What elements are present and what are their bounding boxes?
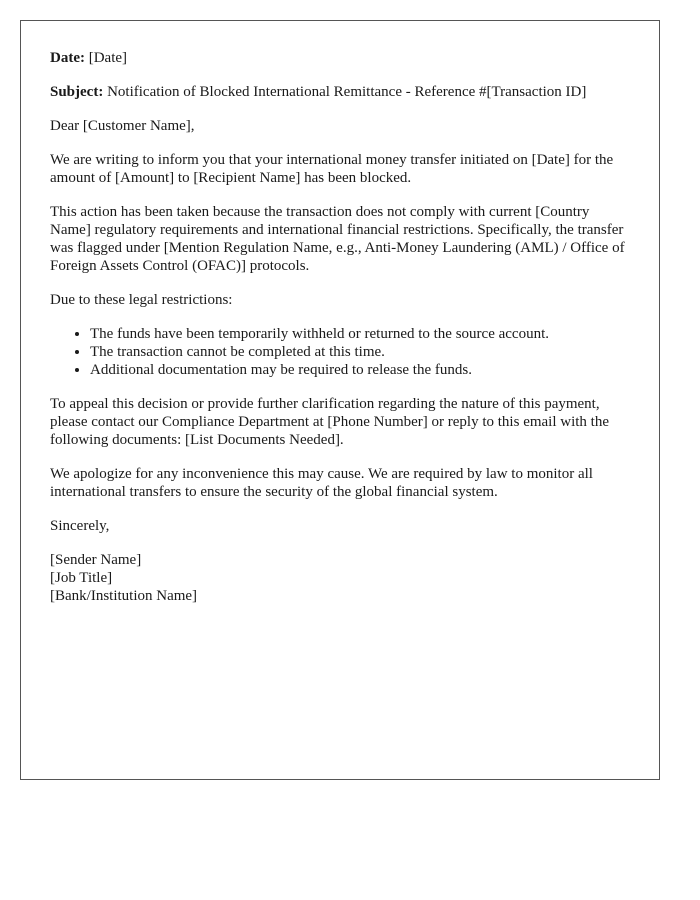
date-value: [Date] xyxy=(88,50,128,66)
restrictions-list xyxy=(50,325,630,379)
apology-paragraph: We apologize for any inconvenience this may cause. We are required by law to monitor all international transfers to ensure the security of the global financial system. xyxy=(50,466,593,500)
date-line xyxy=(50,49,630,67)
appeal-paragraph: To appeal this decision or provide further clarification regarding the nature of this payment, please contact our Compliance Department at [Phone Number] or reply to this email with the following documents: [List Documents Needed]. xyxy=(50,396,609,448)
list-item: • Additional documentation may be required to release the funds. xyxy=(90,361,630,379)
list-item: • The funds have been temporarily withheld or returned to the source account. xyxy=(90,325,630,343)
list-item: • The transaction cannot be completed at this time. xyxy=(90,343,630,361)
intro-paragraph: We are writing to inform you that your international money transfer initiated on [Date] for the amount of [Amount] to [Recipient Name] has been blocked. xyxy=(50,152,614,186)
restrictions-lead: Due to these legal restrictions: xyxy=(50,292,233,308)
subject-value: Notification of Blocked International Remittance - Reference #[Transaction ID] xyxy=(107,84,587,100)
reason-paragraph: This action has been taken because the transaction does not comply with current [Country Name] regulatory requirements and international financial restrictions. Specifically, the transfer was flagged under [Mention Regulation Name, e.g., Anti-Money Laundering (AML) / Office of Foreign Assets Control (OFAC)] protocols. xyxy=(50,204,625,274)
sender-name: [Sender Name] xyxy=(50,552,142,568)
job-title: [Job Title] xyxy=(50,570,113,586)
letter-container xyxy=(20,20,660,780)
subject-label: Subject: xyxy=(50,84,104,100)
salutation: Dear [Customer Name], xyxy=(50,118,195,134)
subject-line xyxy=(50,83,630,101)
institution-name: [Bank/Institution Name] xyxy=(50,588,198,604)
closing: Sincerely, xyxy=(50,518,110,534)
signature-block xyxy=(50,551,630,605)
date-label: Date: xyxy=(50,50,85,66)
